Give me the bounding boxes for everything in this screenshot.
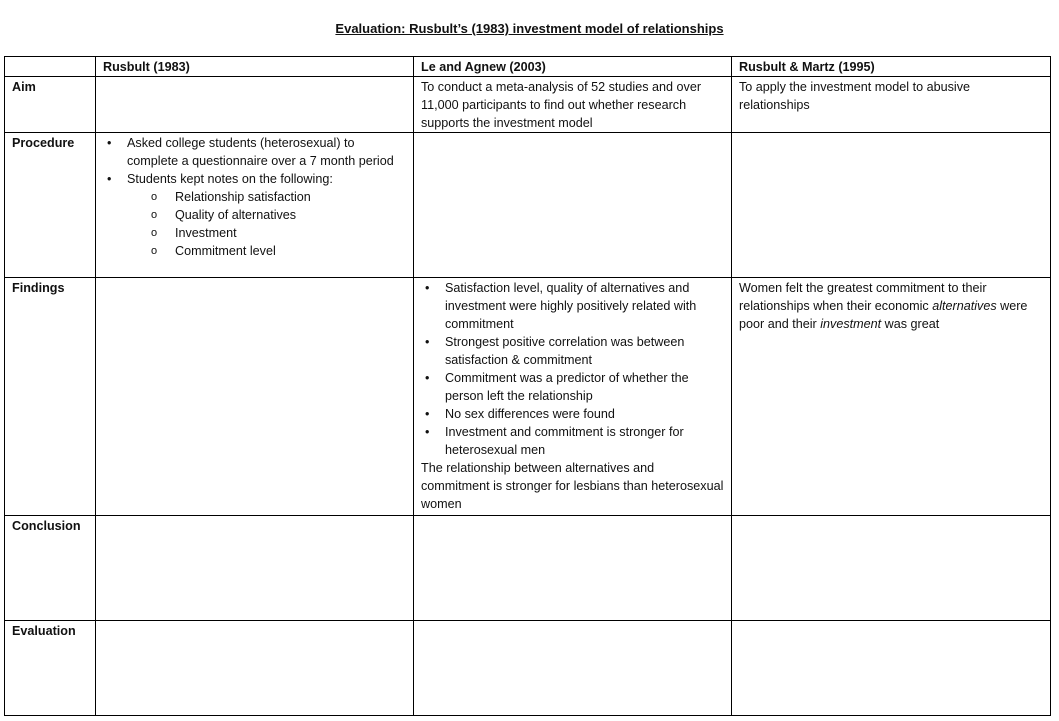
table-row-conclusion — [5, 516, 1051, 621]
cell-aim-rusbult[interactable] — [96, 77, 414, 133]
cell-findings-rusbult[interactable] — [96, 278, 414, 516]
cell-procedure-rusbult-martz[interactable] — [732, 133, 1051, 278]
table-row-evaluation — [5, 621, 1051, 716]
cell-conclusion-rusbult-martz[interactable] — [732, 516, 1051, 621]
cell-conclusion-rusbult[interactable] — [96, 516, 414, 621]
text: Women felt the greatest commitment to their relationships when their economic — [739, 281, 987, 313]
row-label-procedure: Procedure — [5, 133, 96, 278]
cell-evaluation-rusbult[interactable] — [96, 621, 414, 716]
list-item: • Asked college students (heterosexual) to complete a questionnaire over a 7 month period — [127, 134, 407, 170]
findings-note: The relationship between alternatives and commitment is stronger for lesbians than heterosexual women — [421, 461, 724, 511]
table-row-aim — [5, 77, 1051, 133]
list-item: • Commitment was a predictor of whether the person left the relationship — [445, 369, 725, 405]
cell-aim-le-agnew[interactable]: To conduct a meta-analysis of 52 studies and over 11,000 participants to find out whether research supports the investment model — [414, 77, 732, 133]
row-label-evaluation: Evaluation — [5, 621, 96, 716]
sub-list-item: o Quality of alternatives — [175, 206, 407, 224]
list-item: • Satisfaction level, quality of alternatives and investment were highly positively related with commitment — [445, 279, 725, 333]
table-row-findings — [5, 278, 1051, 516]
cell-evaluation-le-agnew[interactable] — [414, 621, 732, 716]
text: were poor and their — [739, 299, 1028, 331]
list-item: • Strongest positive correlation was between satisfaction & commitment — [445, 333, 725, 369]
text: was great — [881, 317, 940, 331]
sub-list-item: o Relationship satisfaction — [175, 188, 407, 206]
list-item: • No sex differences were found — [445, 405, 725, 423]
cell-procedure-rusbult[interactable] — [96, 133, 414, 278]
page-title: Evaluation: Rusbult’s (1983) investment model of relationships — [335, 21, 724, 36]
column-header-le-agnew: Le and Agnew (2003) — [414, 57, 732, 77]
cell-conclusion-le-agnew[interactable] — [414, 516, 732, 621]
cell-procedure-le-agnew[interactable] — [414, 133, 732, 278]
sub-list-item: o Investment — [175, 224, 407, 242]
column-header-rusbult-martz: Rusbult & Martz (1995) — [732, 57, 1051, 77]
row-label-conclusion: Conclusion — [5, 516, 96, 621]
cell-findings-le-agnew[interactable] — [414, 278, 732, 516]
empty-header-cell — [5, 57, 96, 77]
list-item: • Students kept notes on the following: — [127, 170, 407, 188]
table-row-procedure — [5, 133, 1051, 278]
italic-text: alternatives — [932, 299, 997, 313]
cell-findings-rusbult-martz[interactable] — [732, 278, 1051, 516]
italic-text: investment — [820, 317, 882, 331]
header-row — [5, 57, 1051, 77]
cell-evaluation-rusbult-martz[interactable] — [732, 621, 1051, 716]
list-item: • Investment and commitment is stronger for heterosexual men — [445, 423, 725, 459]
evaluation-table — [4, 56, 1051, 716]
row-label-findings: Findings — [5, 278, 96, 516]
row-label-aim: Aim — [5, 77, 96, 133]
cell-aim-rusbult-martz[interactable]: To apply the investment model to abusive relationships — [732, 77, 1051, 133]
column-header-rusbult: Rusbult (1983) — [96, 57, 414, 77]
sub-list-item: o Commitment level — [175, 242, 407, 260]
